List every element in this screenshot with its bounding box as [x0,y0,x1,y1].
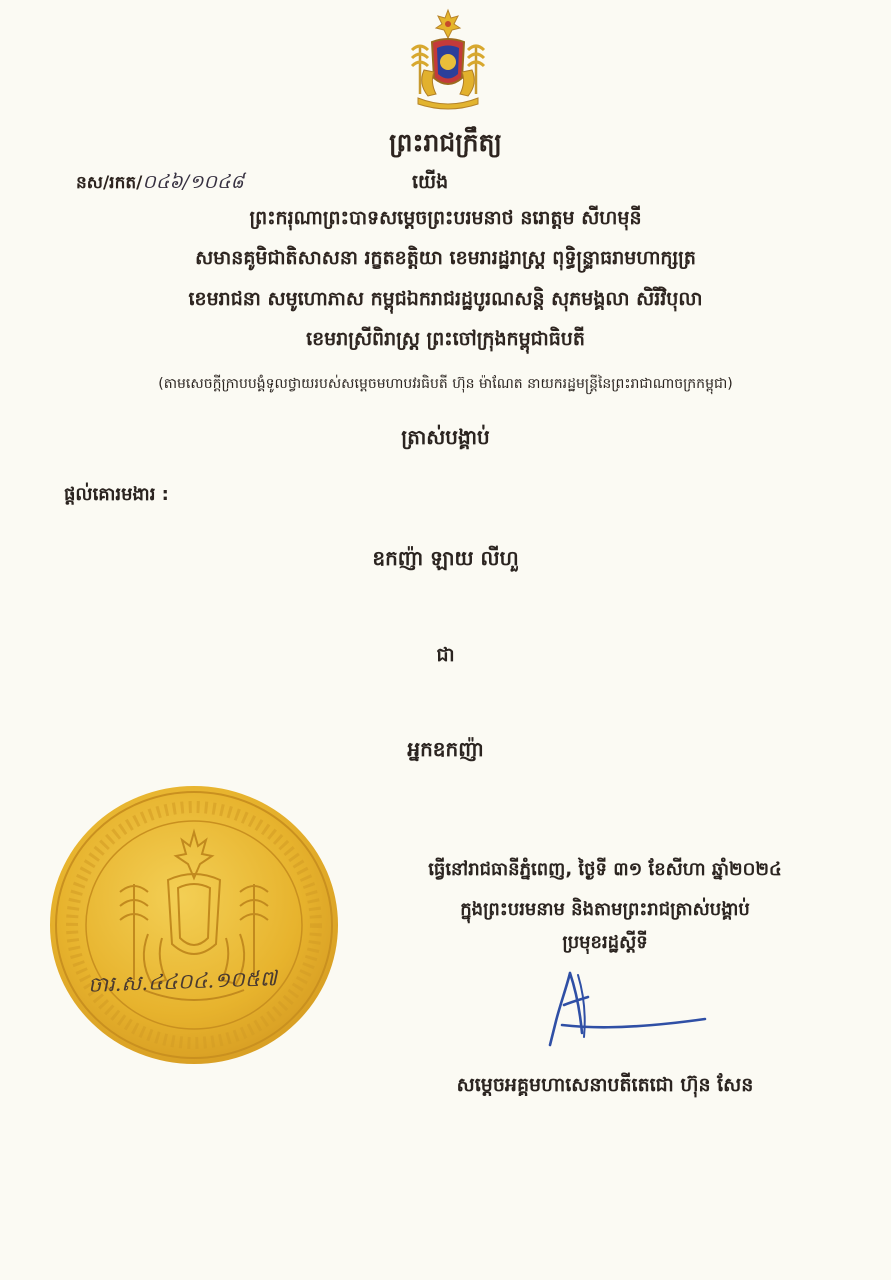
royal-coat-of-arms-emblem [398,6,498,114]
authority-line: ក្នុងព្រះបរមនាម និងតាមព្រះរាជត្រាស់បង្គាប់ [460,899,750,920]
place-and-date: ធ្វើនៅរាជធានីភ្នំពេញ, ថ្ងៃទី ៣១ ខែសីហា ឆ្នាំ២០២៤ [428,859,782,880]
grant-title-label: ផ្ដល់គោរមងារ : [64,484,169,505]
decrees-heading: ត្រាស់បង្គាប់ [401,425,490,449]
decree-number [76,170,244,198]
emblem-crown [436,10,460,38]
awarded-title: អ្នកឧកញ៉ា [407,737,484,761]
proposal-note: (តាមសេចក្ដីក្រាបបង្គំទូលថ្វាយរបស់សម្ដេចមហាបវរធិបតី ហ៊ុន ម៉ាណែត នាយករដ្ឋមន្ត្រីនៃព្រះរាជាណាចក្រកម្ពុជា) [158,376,733,392]
handwritten-signature [540,965,715,1055]
royal-title-line-1: ព្រះករុណាព្រះបាទសម្ដេចព្រះបរមនាថ នរោត្ដម សីហមុនី [249,207,642,229]
emblem-shield [432,39,464,84]
decree-number-label: នស/រកត/ [76,173,143,193]
decree-title: ព្រះរាជក្រឹត្យ [389,128,502,157]
decree-number-handwritten: ០៤៦/១០៤៨ [142,171,244,193]
signer-name: សម្ដេចអគ្គមហាសេនាបតីតេជោ ហ៊ុន សែន [456,1074,754,1096]
royal-gold-seal [48,784,340,1066]
emblem-base-ribbon [418,98,478,109]
recipient-name: ឧកញ៉ា ឡាយ លីហួ [372,546,519,570]
as-word: ជា [436,644,455,666]
acting-head-of-state: ប្រមុខរដ្ឋស្ដីទី [562,932,648,953]
royal-title-line-4: ខេមរាស្រីពិរាស្ត្រ ព្រះចៅក្រុងកម្ពុជាធិបតី [306,328,585,350]
royal-title-line-2: សមានគូមិជាតិសាសនា រក្ខតខត្តិយា ខេមរារដ្ឋរាស្ត្រ ពុទ្ធិន្ទ្រាធរាមហាក្សត្រ [195,247,696,269]
royal-title-line-3: ខេមរាជនា សមូហោភាស កម្ពុជឯករាជរដ្ឋបូរណសន្តិ សុភមង្គលា សិរីវិបុលា [188,288,703,310]
we-heading: យើង [412,171,449,193]
seal-handwritten-number: ចារ.ស.៤៤០៤.១០៥៧ [87,966,278,997]
